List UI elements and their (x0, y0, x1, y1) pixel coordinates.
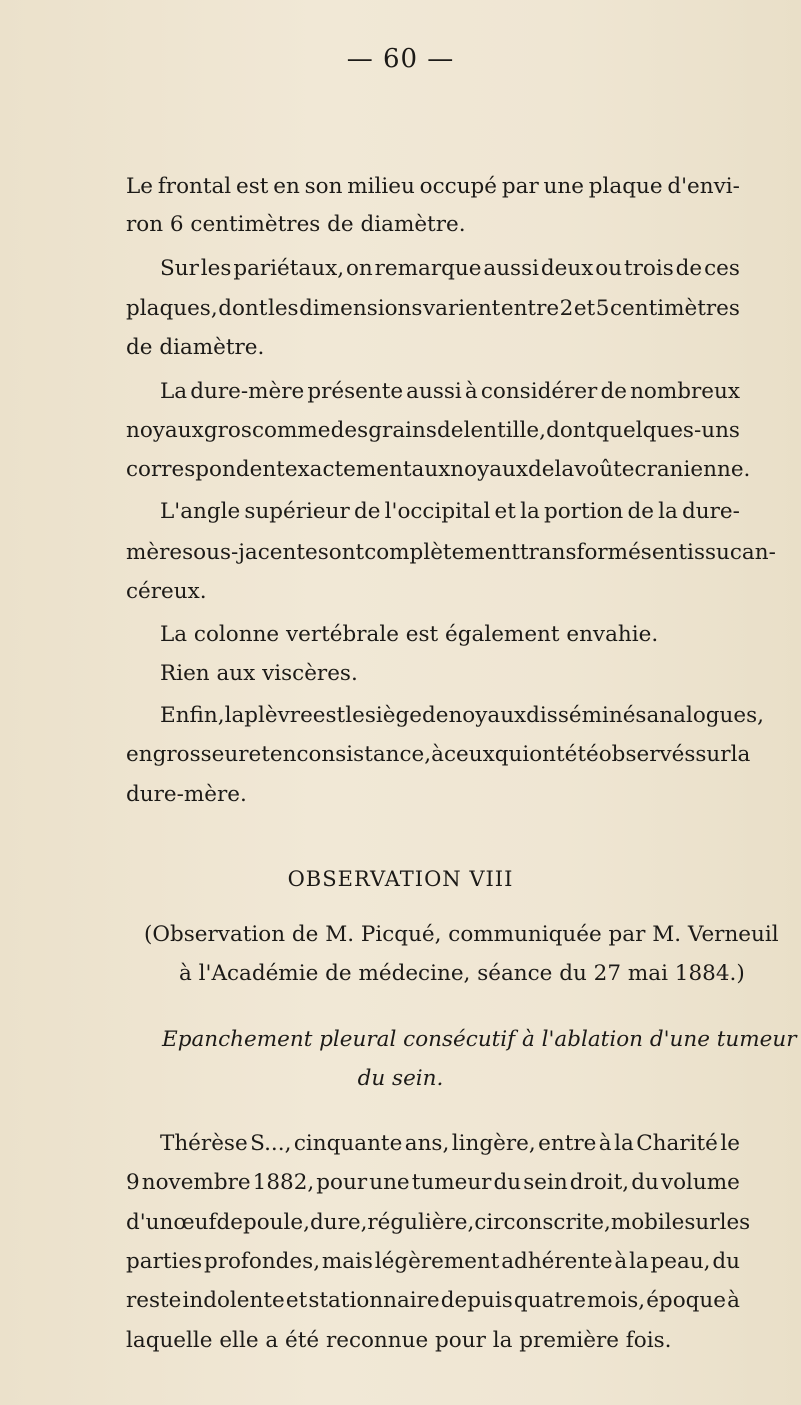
text-line: Sur les pariétaux, on remarque aussi deux ou trois de ces (160, 256, 740, 281)
observation-body-line: parties profondes, mais légèrement adhérente à la peau, du (126, 1249, 740, 1274)
observation-body-line: 9 novembre 1882, pour une tumeur du sein droit, du volume (126, 1170, 740, 1195)
observation-body-line: laquelle elle a été reconnue pour la première fois. (126, 1328, 672, 1353)
observation-title-line: du sein. (357, 1066, 444, 1091)
text-line: mère sous-jacente sont complètement transformés en tissu can- (126, 540, 776, 565)
text-line: noyaux gros comme des grains de lentille, dont quelques-uns (126, 418, 740, 443)
text-line: de diamètre. (126, 335, 265, 360)
text-line: Le frontal est en son milieu occupé par une plaque d'envi- (126, 174, 740, 199)
observation-body-line: Thérèse S..., cinquante ans, lingère, entre à la Charité le (160, 1131, 740, 1156)
text-line: céreux. (126, 579, 207, 604)
page-number: — 60 — (346, 44, 455, 74)
text-line: ron 6 centimètres de diamètre. (126, 212, 466, 237)
text-line: en grosseur et en consistance, à ceux qui ont été observés sur la (126, 742, 751, 767)
observation-title-line: Epanchement pleural consécutif à l'ablation d'une tumeur (162, 1027, 797, 1052)
observation-body-line: d'un œuf de poule, dure, régulière, circonscrite, mobile sur les (126, 1210, 751, 1235)
text-line: dure-mère. (126, 782, 247, 807)
observation-source-line: (Observation de M. Picqué, communiquée par M. Verneuil (144, 922, 779, 947)
text-line: La dure-mère présente aussi à considérer de nombreux (160, 379, 740, 404)
text-line: L'angle supérieur de l'occipital et la portion de la dure- (160, 499, 740, 524)
observation-heading: OBSERVATION VIII (287, 867, 514, 891)
text-line: Enfin, la plèvre est le siège de noyaux disséminés analogues, (160, 703, 764, 728)
text-line: La colonne vertébrale est également envahie. (160, 622, 659, 647)
observation-body-line: reste indolente et stationnaire depuis quatre mois, époque à (126, 1288, 740, 1313)
observation-source-line: à l'Académie de médecine, séance du 27 mai 1884.) (179, 961, 745, 986)
text-line: correspondent exactement aux noyaux de la voûte cranienne. (126, 457, 751, 482)
text-line: plaques, dont les dimensions varient entre 2 et 5 centimètres (126, 296, 740, 321)
text-line: Rien aux viscères. (160, 661, 358, 686)
